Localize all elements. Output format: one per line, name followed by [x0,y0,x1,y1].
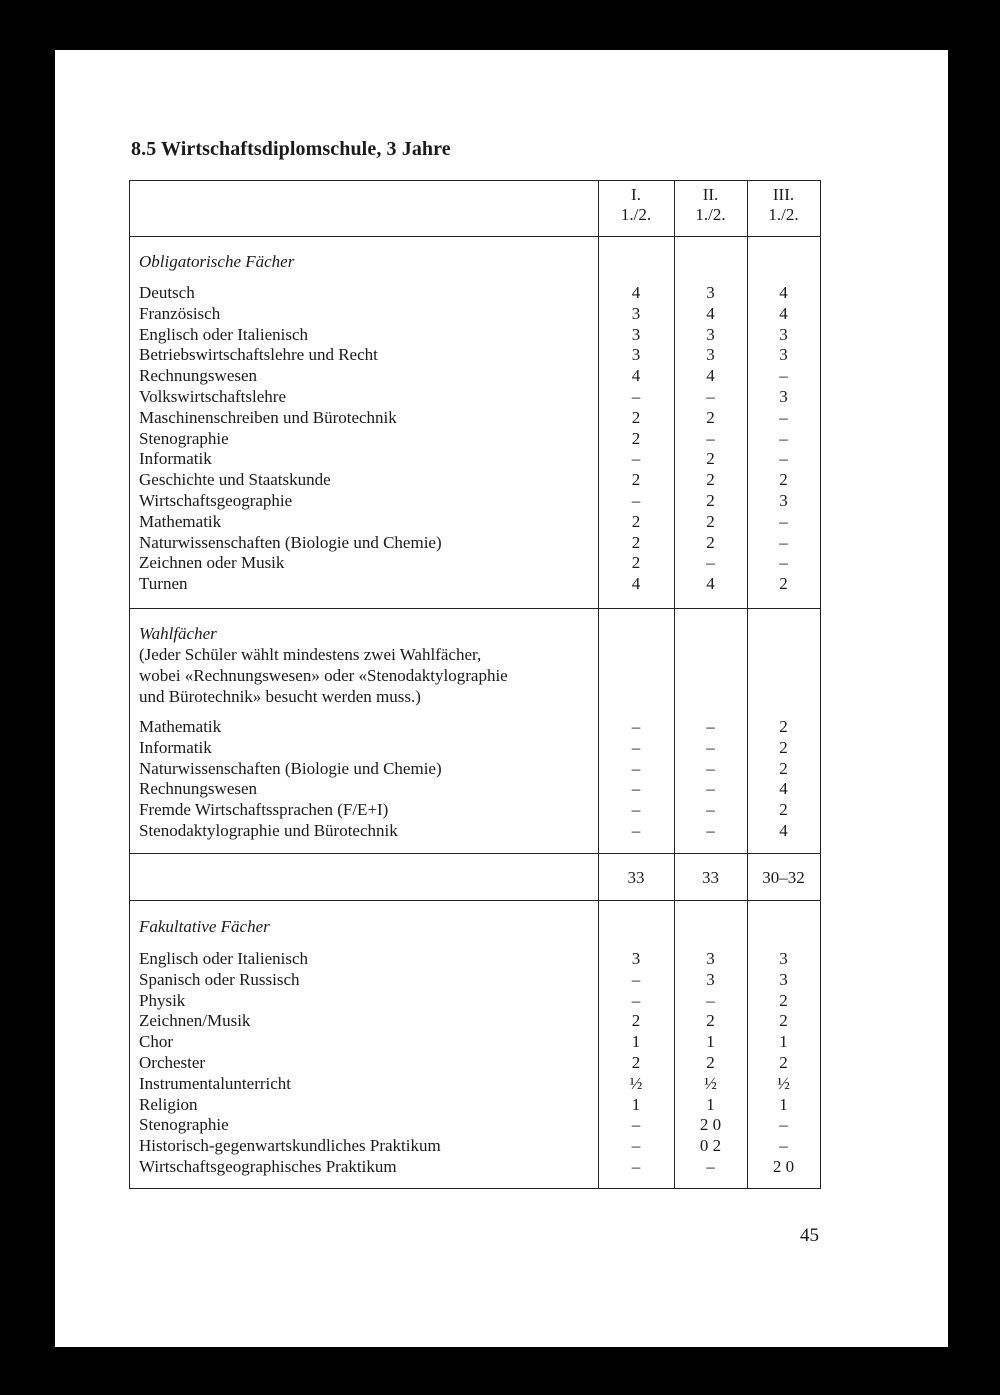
section-divider [130,853,820,854]
obligatory-values-col-1 [598,283,674,595]
hours-cell: – [706,779,715,799]
hours-cell: 3 [706,324,715,344]
hours-cell: – [631,990,641,1010]
hours-cell: – [631,449,641,469]
hours-cell: – [706,800,715,820]
hours-cell: ½ [777,1073,790,1093]
hours-cell: ½ [704,1073,717,1093]
hours-cell: 2 [779,758,788,778]
subject-label: Wirtschaftsgeographie [139,490,293,510]
hours-cell: 3 [631,303,641,323]
hours-cell: – [706,717,715,736]
elective-subjects [139,717,442,842]
total-col-1: 33 [627,868,645,887]
hours-cell: 2 [706,470,715,490]
hours-cell: 3 [779,969,788,989]
hours-cell: – [779,553,788,573]
hours-cell: 2 [631,511,641,531]
subject-label: Instrumentalunterricht [139,1073,292,1093]
section-heading-obligatory: Obligatorische Fächer [139,252,295,271]
hours-cell: 2 [706,532,715,552]
elective-values-col-3 [747,717,820,842]
page-title: 8.5 Wirtschaftsdiplomschule, 3 Jahre [131,138,451,160]
subject-label: Deutsch [139,283,195,302]
hours-cell: 2 0 [772,1156,795,1176]
subject-label: Spanisch oder Russisch [139,969,300,989]
hours-cell: – [779,1136,788,1156]
hours-cell: 1 [631,1032,641,1052]
optional-values-col-3 [747,949,820,1178]
subject-label: Naturwissenschaften (Biologie und Chemie) [139,758,442,778]
subject-label: Mathematik [139,511,222,531]
optional-values-col-2 [674,949,747,1178]
subject-label: Stenographie [139,428,229,448]
hours-cell: – [631,1115,641,1135]
hours-cell: 3 [779,386,788,406]
hours-cell: 2 [631,407,641,427]
hours-cell: 3 [631,324,641,344]
hours-cell: – [779,366,788,386]
hours-cell: 4 [779,303,788,323]
hours-cell: 4 [779,820,788,840]
hours-cell: 2 [779,800,788,820]
section-divider [130,608,820,609]
total-col-3: 30–32 [762,868,805,887]
hours-cell: 1 [631,1094,641,1114]
hours-cell: 2 [779,737,788,757]
subject-label: Betriebswirtschaftslehre und Recht [139,345,378,365]
hours-cell: 4 [631,283,641,302]
hours-cell: 2 [779,1052,788,1072]
subject-label: Geschichte und Staatskunde [139,470,331,490]
subject-label: Religion [139,1094,198,1114]
section-divider [130,900,820,901]
hours-cell: 1 [779,1094,788,1114]
hours-cell: – [706,553,715,573]
hours-cell: 3 [779,345,788,365]
hours-cell: – [631,820,641,840]
hours-cell: 1 [706,1032,715,1052]
hours-cell: 2 [706,407,715,427]
hours-cell: 3 [706,969,715,989]
subject-label: Englisch oder Italienisch [139,949,309,968]
subject-label: Englisch oder Italienisch [139,324,309,344]
hours-cell: ½ [629,1073,643,1093]
hours-cell: 4 [779,779,788,799]
optional-subjects [139,949,441,1178]
hours-cell: – [631,717,641,736]
hours-cell: 2 0 [699,1115,722,1135]
section-heading-optional: Fakultative Fächer [139,917,270,936]
hours-cell: – [779,449,788,469]
page-number: 45 [800,1225,819,1246]
hours-cell: 4 [631,366,641,386]
hours-cell: 2 [631,1052,641,1072]
column-header-1: I. 1./2. [620,185,652,224]
subject-label: Physik [139,990,186,1010]
hours-cell: – [631,800,641,820]
subject-label: Rechnungswesen [139,366,258,386]
elective-note: (Jeder Schüler wählt mindestens zwei Wahlfächer, wobei «Rechnungswesen» oder «Stenodaktylographie und Bürotechnik» besucht werden muss.) [139,645,508,706]
hours-cell: – [706,1156,715,1176]
subject-label: Volkswirtschaftslehre [139,386,286,406]
obligatory-values-col-3 [747,283,820,595]
hours-cell: 4 [706,574,715,594]
hours-cell: – [706,758,715,778]
hours-cell: 2 [706,490,715,510]
hours-cell: – [631,758,641,778]
header-divider [130,236,820,237]
elective-values-col-2 [674,717,747,842]
hours-cell: 3 [706,949,715,968]
subject-label: Stenographie [139,1115,229,1135]
hours-cell: – [631,490,641,510]
subject-label: Wirtschaftsgeographisches Praktikum [139,1156,397,1176]
subject-label: Chor [139,1032,173,1052]
obligatory-values-col-2 [674,283,747,595]
section-heading-elective: Wahlfächer [139,624,217,643]
hours-cell: 2 [631,470,641,490]
hours-cell: – [631,386,641,406]
hours-cell: 2 [706,1011,715,1031]
hours-cell: – [706,820,715,840]
hours-cell: 2 [779,717,788,736]
hours-cell: – [706,428,715,448]
subject-label: Rechnungswesen [139,779,258,799]
hours-cell: 3 [779,949,788,968]
obligatory-subjects [139,283,442,595]
hours-cell: 2 [631,553,641,573]
subject-label: Zeichnen oder Musik [139,553,285,573]
hours-cell: 3 [631,949,641,968]
subject-label: Fremde Wirtschaftssprachen (F/E+I) [139,800,389,820]
total-col-2: 33 [702,868,719,887]
subject-label: Informatik [139,737,212,757]
hours-cell: 2 [779,1011,788,1031]
hours-cell: 1 [779,1032,788,1052]
hours-cell: 2 [631,532,641,552]
hours-cell: 2 [779,470,788,490]
column-header-2: II. 1./2. [695,185,726,224]
subject-label: Französisch [139,303,221,323]
hours-cell: 4 [631,574,641,594]
hours-cell: 4 [706,303,715,323]
subject-label: Maschinenschreiben und Bürotechnik [139,407,397,427]
subject-label: Zeichnen/Musik [139,1011,251,1031]
hours-cell: 4 [779,283,788,302]
hours-cell: 1 [706,1094,715,1114]
hours-cell: 3 [631,345,641,365]
hours-cell: 4 [706,366,715,386]
hours-cell: – [706,990,715,1010]
elective-values-col-1 [598,717,674,842]
hours-cell: – [779,1115,788,1135]
column-header-3: III. 1./2. [768,185,799,224]
hours-cell: 3 [779,490,788,510]
hours-cell: 2 [779,990,788,1010]
hours-cell: 3 [706,345,715,365]
hours-cell: – [779,532,788,552]
hours-cell: – [779,407,788,427]
hours-cell: 2 [779,574,788,594]
hours-cell: – [706,386,715,406]
hours-cell: 2 [631,428,641,448]
subject-label: Informatik [139,449,212,469]
hours-cell: – [706,737,715,757]
hours-cell: – [631,737,641,757]
hours-cell: 0 2 [699,1136,722,1156]
hours-cell: – [631,969,641,989]
hours-cell: – [779,428,788,448]
subject-label: Turnen [139,574,188,594]
hours-cell: 3 [706,283,715,302]
hours-cell: 2 [706,511,715,531]
hours-cell: 3 [779,324,788,344]
hours-cell: 2 [631,1011,641,1031]
subject-label: Orchester [139,1052,206,1072]
hours-cell: – [631,779,641,799]
hours-cell: 2 [706,1052,715,1072]
subject-label: Historisch-gegenwartskundliches Praktikum [139,1136,441,1156]
hours-cell: 2 [706,449,715,469]
hours-cell: – [631,1156,641,1176]
optional-values-col-1 [598,949,674,1178]
subject-label: Mathematik [139,717,222,736]
curriculum-table [129,180,821,1189]
subject-label: Naturwissenschaften (Biologie und Chemie) [139,532,442,552]
hours-cell: – [631,1136,641,1156]
hours-cell: – [779,511,788,531]
subject-label: Stenodaktylographie und Bürotechnik [139,820,398,840]
